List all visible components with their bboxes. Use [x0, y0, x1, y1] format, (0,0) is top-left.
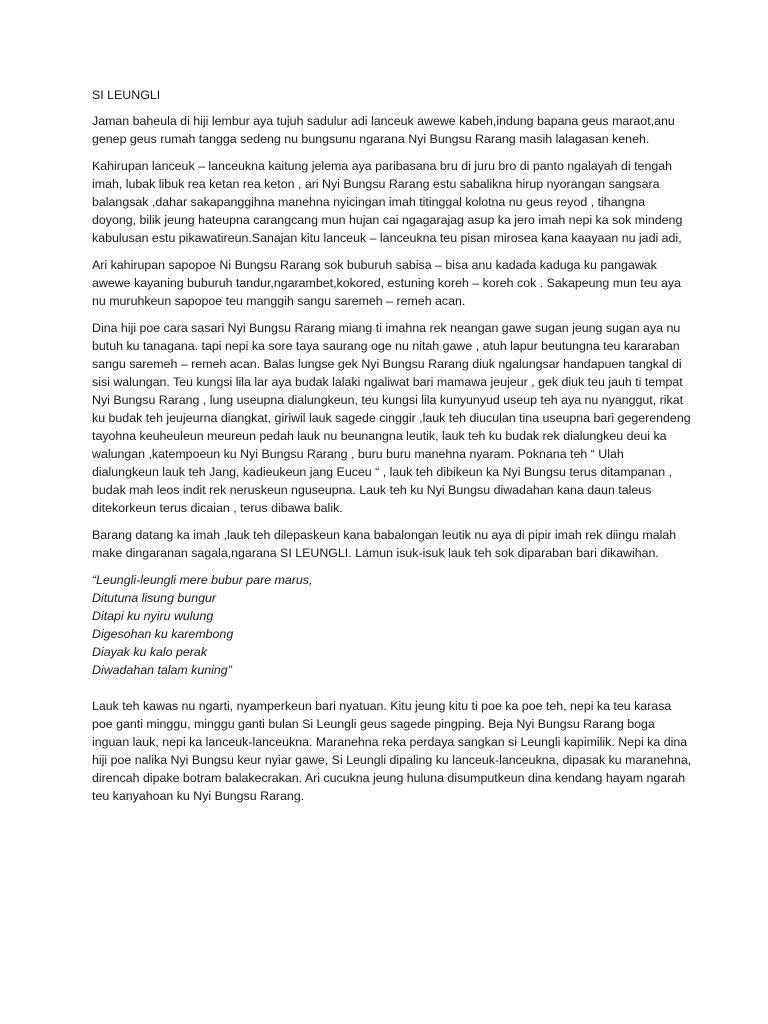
poem-line: Ditutuna lisung bungur: [92, 591, 216, 605]
paragraph-4: Dina hiji poe cara sasari Nyi Bungsu Rarang miang ti imahna rek neangan gawe sugan jeung sugan aya nu butuh ku tanagana. tapi nepi ka sore taya saurang oge nu nitah gawe , atuh lapur beutungna teu kararaban sangu saremeh – remeh acan. Balas lungse gek Nyi Bungsu Rarang diuk ngalungsar handapuen tangkal di sisi walungan. Teu kungsi lila lar aya budak lalaki ngaliwat bari mamawa jeujeur , gek diuk teu jauh ti tempat Nyi Bungsu Rarang , lung useupna dialungkeun, teu kungsi lila kunyunyud useup teh aya nu nyanggut, rikat ku budak teh jeujeurna diangkat, giriwil lauk sagede cinggir ,lauk teh diuculan tina useupna bari gegerendeng tayohna keuheuleun meureun pedah lauk nu beunangna leutik, lauk teh ku budak rek dialungkeu deui ka walungan ,katempoeun ku Nyi Bungsu Rarang , buru buru manehna nyaram. Poknana teh “ Ulah dialungkeun lauk teh Jang, kadieukeun jang Euceu “ , lauk teh dibikeun ka Nyi Bungsu terus ditampanan , budak mah leos indit rek neruskeun nguseupna. Lauk teh ku Nyi Bungsu diwadahan kana daun taleus ditekorkeun terus dicaian , terus dibawa balik.: [92, 321, 691, 515]
paragraph-5: Barang datang ka imah ,lauk teh dilepaskeun kana babalongan leutik nu aya di pipir imah rek diingu malah make dingaranan sagala,ngarana SI LEUNGLI. Lamun isuk-isuk lauk teh sok diparaban bari dikawihan.: [92, 528, 677, 560]
poem-line: Diayak ku kalo perak: [92, 645, 208, 659]
paragraph-3: Ari kahirupan sapopoe Ni Bungsu Rarang sok buburuh sabisa – bisa anu kadada kaduga ku pangawak awewe kayaning buburuh tandur,ngarambet,kokored, estuning koreh – koreh cok . Sakapeung mun teu aya nu muruhkeun sapopoe teu manggih sangu saremeh – remeh acan.: [92, 258, 681, 308]
poem-line: Ditapi ku nyiru wulung: [92, 609, 214, 623]
poem-line: Diwadahan talam kuning”: [92, 663, 232, 677]
closing-paragraph: Lauk teh kawas nu ngarti, nyamperkeun bari nyatuan. Kitu jeung kitu ti poe ka poe teh, nepi ka teu karasa poe ganti minggu, minggu ganti bulan Si Leungli geus sagede pingping. Beja Nyi Bungsu Rarang boga inguan lauk, nepi ka lanceuk-lanceukna. Maranehna reka perdaya sangkan si Leungli kapimilik. Nepi ka dina hiji poe nalika Nyi Bungsu keur nyiar gawe, Si Leungli dipaling ku lanceuk-lanceukna, dipasak ku maranehna, direncah dipake botram balakecrakan. Ari cucukna jeung huluna disumputkeun dina kendang hayam ngarah teu kanyahoan ku Nyi Bungsu Rarang.: [92, 699, 692, 803]
poem: [92, 571, 692, 679]
paragraph-2: Kahirupan lanceuk – lanceukna kaitung jelema aya paribasana bru di juru bro di panto ngalayah di tengah imah, lubak libuk rea ketan rea keton , ari Nyi Bungsu Rarang estu sabalikna hirup nyorangan sangsara balangsak ,dahar sakapanggihna manehna nyicingan imah titinggal kolotna nu geus reyod , tihangna doyong, bilik jeung hateupna carangcang mun hujan cai ngagarajag asup ka jero imah nepi ka sok mindeng kabulusan estu pikawatireun.Sanajan kitu lanceuk – lanceukna teu pisan mirosea kana kaayaan nu jadi adi,: [92, 159, 683, 245]
poem-line: Digesohan ku karembong: [92, 627, 234, 641]
document-title: SI LEUNGLI: [92, 88, 161, 102]
paragraph-1: Jaman baheula di hiji lembur aya tujuh sadulur adi lanceuk awewe kabeh,indung bapana geus maraot,anu genep geus rumah tangga sedeng nu bungsunu ngarana Nyi Bungsu Rarang masih lalagasan keneh.: [92, 114, 675, 146]
poem-line: “Leungli-leungli mere bubur pare marus,: [92, 573, 313, 587]
document-page: [92, 86, 692, 814]
